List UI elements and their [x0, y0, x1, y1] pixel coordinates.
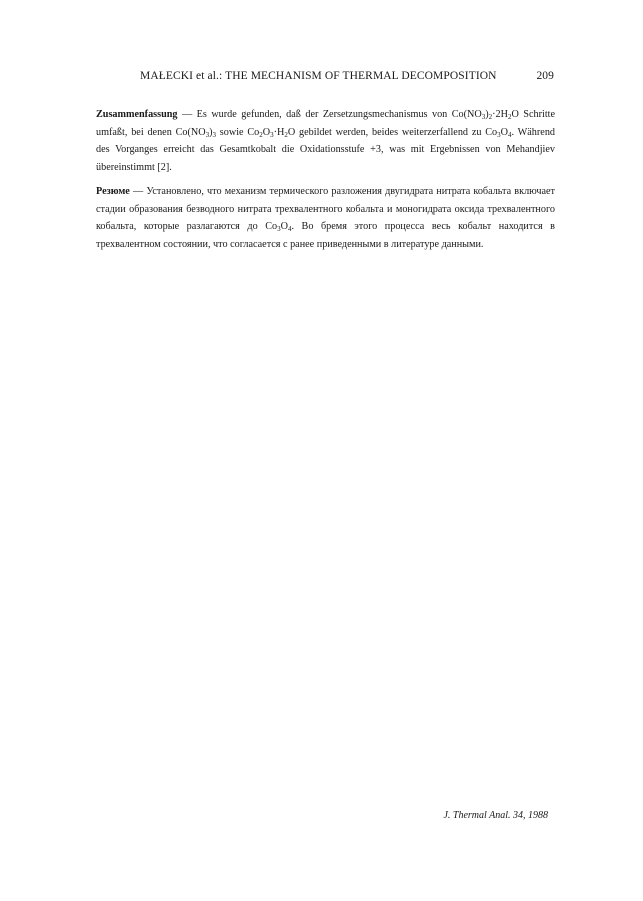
running-title: MAŁECKI et al.: THE MECHANISM OF THERMAL DECOMPOSITION	[140, 70, 497, 82]
abstract-german	[96, 106, 555, 176]
subscript: 4	[508, 130, 512, 139]
subscript: 3	[497, 130, 501, 139]
abstract-russian-label: Резюме	[96, 186, 130, 197]
abstract-text: O Schritte umfaßt, bei denen Co(NO	[96, 109, 555, 138]
abstract-text: ·2H	[492, 109, 508, 120]
abstract-russian	[96, 183, 555, 253]
subscript: 2	[488, 113, 493, 121]
abstract-text: . Während des Vorganges erreicht das Gesamtkobalt die Oxidationsstufe +3, was mit Ergebnissen von Mehandjiev übereinstimmt [2].	[96, 126, 556, 173]
journal-citation: J. Thermal Anal. 34, 1988	[443, 810, 548, 821]
subscript: 2	[259, 130, 263, 139]
abstract-german-label: Zusammenfassung	[96, 109, 178, 120]
subscript: 4	[287, 225, 292, 233]
abstract-text: O	[262, 126, 271, 138]
abstract-text: Es wurde gefunden, daß der Zersetzungsmechanismus von Co(NO	[196, 109, 482, 120]
abstract-separator: —	[177, 109, 197, 120]
abstract-text: O	[280, 221, 288, 232]
abstract-text: sowie Co	[216, 126, 260, 138]
subscript: 3	[212, 130, 216, 139]
abstract-text: )	[485, 109, 489, 120]
subscript: 2	[284, 130, 288, 139]
page-number: 209	[536, 70, 554, 82]
abstract-separator: —	[129, 186, 147, 197]
subscript: 3	[277, 225, 281, 233]
abstract-text: )	[209, 126, 213, 138]
abstract-text: . Во бремя этого процесса весь кобальт находится в трехвалентном состоянии, что согласается с ранее приведенными в литературе данными.	[96, 221, 555, 250]
abstract-text: ·H	[273, 126, 285, 138]
subscript: 3	[270, 130, 274, 139]
subscript: 3	[481, 113, 486, 121]
subscript: 2	[507, 113, 512, 121]
abstract-text: O gebildet werden, beides weiterzerfallend zu Co	[287, 126, 498, 138]
abstract-text: O	[500, 126, 508, 138]
abstract-text: Установлено, что механизм термического разложения двугидрата нитрата кобальта включает стадии образования безводного нитрата трехвалентного кобальта и моногидрата оксида трехвалентного кобальта, которые разлагаются до Co	[96, 186, 555, 232]
subscript: 3	[205, 130, 210, 139]
